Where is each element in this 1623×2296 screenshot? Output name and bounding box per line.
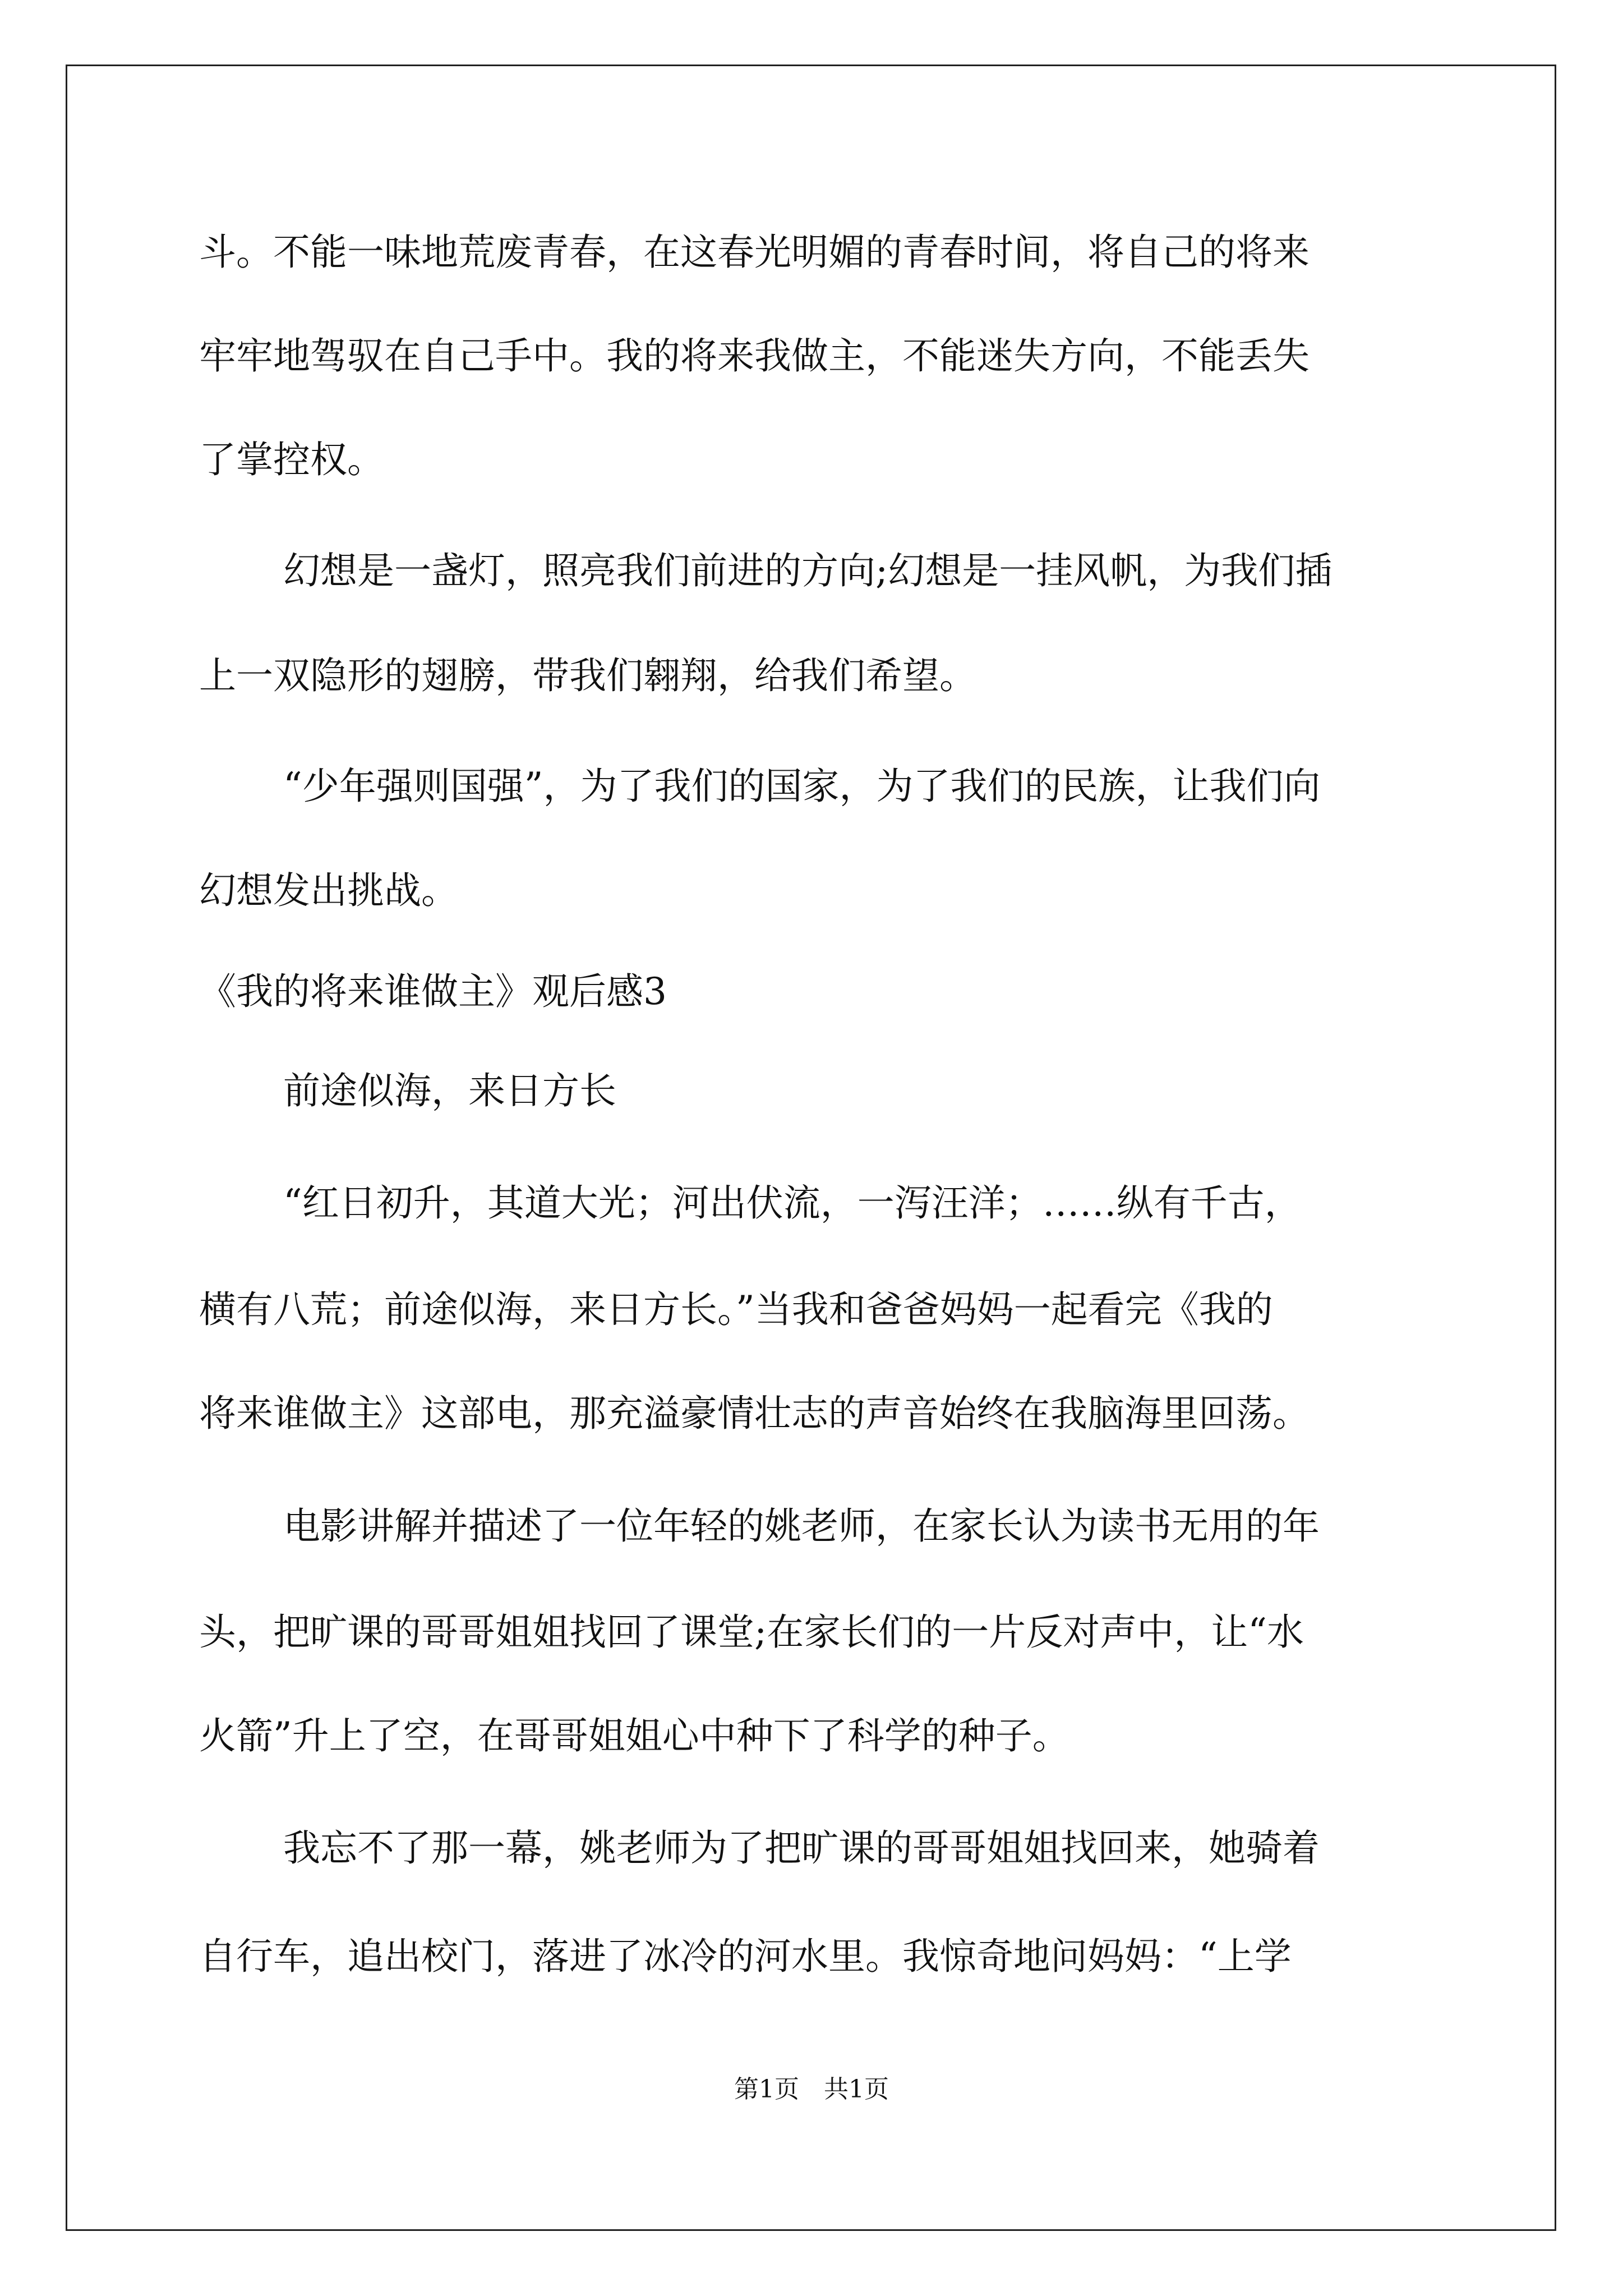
text-line: 头，把旷课的哥哥姐姐找回了课堂;在家长们的一片反对声中，让“水 <box>199 1611 1304 1654</box>
text-line: 我忘不了那一幕，姚老师为了把旷课的哥哥姐姐找回来，她骑着 <box>283 1826 1320 1870</box>
text-line: “少年强则国强”，为了我们的国家，为了我们的民族，让我们向 <box>283 765 1321 808</box>
section-heading: 《我的将来谁做主》观后感3 <box>199 970 667 1013</box>
text-line: 牢牢地驾驭在自己手中。我的将来我做主，不能迷失方向，不能丢失 <box>199 334 1310 378</box>
text-line: 横有八荒；前途似海，来日方长。”当我和爸爸妈妈一起看完《我的 <box>199 1288 1273 1331</box>
text-line: 斗。不能一味地荒废青春，在这春光明媚的青春时间，将自己的将来 <box>199 231 1310 274</box>
text-line: 火箭”升上了空，在哥哥姐姐心中种下了科学的种子。 <box>199 1714 1069 1757</box>
text-line: 幻想是一盏灯，照亮我们前进的方向;幻想是一挂风帆，为我们插 <box>283 549 1332 592</box>
page-footer: 第1页 共1页 <box>734 2075 889 2104</box>
page-border <box>66 65 1556 2231</box>
text-line: 幻想发出挑战。 <box>199 869 458 912</box>
text-line: 电影讲解并描述了一位年轻的姚老师，在家长认为读书无用的年 <box>283 1504 1320 1548</box>
text-line: 将来谁做主》这部电，那充溢豪情壮志的声音始终在我脑海里回荡。 <box>199 1392 1310 1435</box>
text-line: “红日初升，其道大光；河出伏流，一泻汪洋；……纵有千古， <box>283 1181 1302 1225</box>
text-line: 了掌控权。 <box>199 438 384 481</box>
text-line: 前途似海，来日方长 <box>283 1069 616 1112</box>
text-line: 自行车，追出校门，落进了冰冷的河水里。我惊奇地问妈妈：“上学 <box>199 1935 1292 1978</box>
text-line: 上一双隐形的翅膀，带我们翱翔，给我们希望。 <box>199 654 976 697</box>
